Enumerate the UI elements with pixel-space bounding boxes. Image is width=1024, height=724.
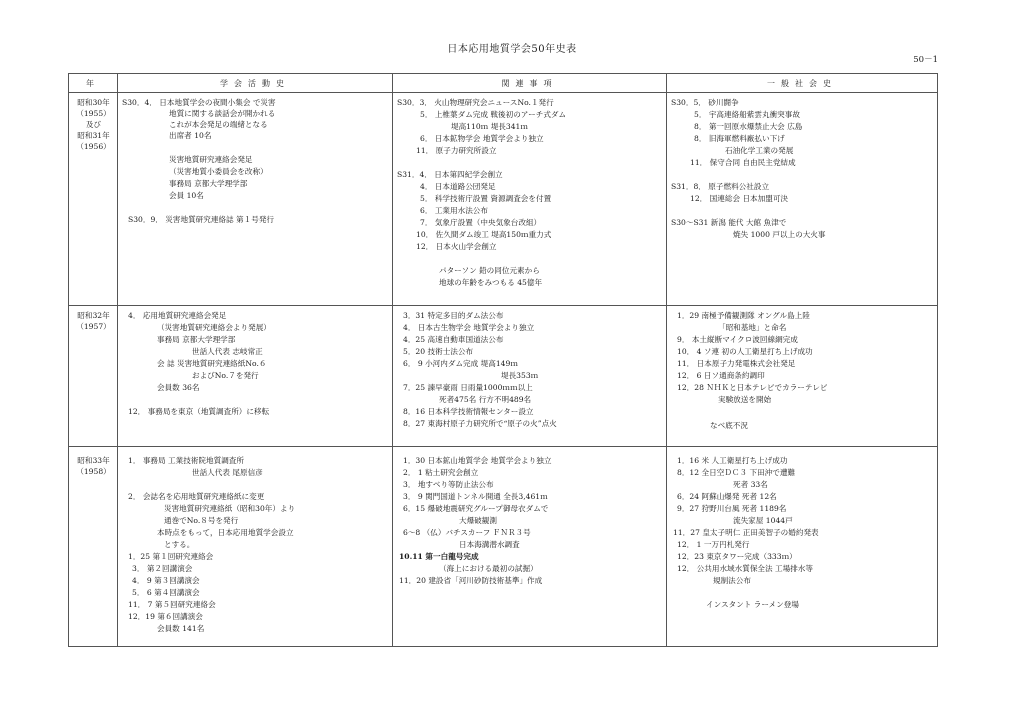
section-row (69, 93, 938, 306)
social-entry: 焼失 1000 戸以上の大火事 (733, 230, 826, 239)
social-entry: 8． 第一回原水爆禁止大会 広島 (694, 122, 803, 131)
society-entry: 事務局 京都大学理学部 (169, 179, 248, 188)
society-entry: 災害地質研究連絡会発足 (169, 155, 253, 164)
related-entry: （海上における最初の試掘） (439, 564, 538, 573)
related-entry: 3． 9 関門国道トンネル開通 全長3,461ｍ (403, 492, 548, 501)
related-entry: 7． 気象庁設置（中央気象台改組） (420, 218, 542, 227)
year-cell (69, 306, 118, 447)
social-entry: 10． 4 ソ連 初の人工衛星打ち上げ成功 (677, 347, 813, 356)
related-entry: 5． 科学技術庁設置 資源調査会を付置 (420, 194, 552, 203)
related-cell (393, 306, 667, 447)
related-entry: 6． 工業用水法公布 (420, 206, 488, 215)
related-entry: 10． 佐久間ダム竣工 堤高150ｍ重力式 (416, 230, 552, 239)
header-year: 年 (69, 74, 118, 93)
year-label: 昭和32年 (77, 311, 110, 320)
related-entry: 4． 日本古生物学会 地質学会より独立 (403, 323, 535, 332)
society-entry: S30．9． 災害地質研究連絡誌 第１号発行 (128, 215, 275, 224)
social-entry: 1．29 南極予備観測隊 オングル島上陸 (677, 311, 810, 320)
year-cell (69, 93, 118, 306)
related-entry: 地球の年齢をみつもる 45億年 (439, 278, 543, 287)
society-entry: 4． 応用地質研究連絡会発足 (128, 311, 227, 320)
society-entry: 出席者 10名 (169, 131, 212, 140)
social-entry: 11． 保守合同 自由民主党結成 (690, 158, 796, 167)
related-entry: S30．3． 火山物理研究会ニュースNo.１発行 (397, 98, 554, 107)
related-entry: 10.11 第一白龍号完成 (399, 552, 479, 561)
society-entry: 3． 第２回講演会 (132, 564, 193, 573)
related-entry: 堤高110ｍ 堤長341ｍ (451, 122, 528, 131)
related-entry: 4．25 高速自動車国道法公布 (403, 335, 504, 344)
society-entry: 通巻でNo.８号を発行 (164, 516, 239, 525)
year-label: 及び (85, 120, 102, 129)
social-entry: 8． 旧海軍燃料廠払い下げ (694, 134, 785, 143)
section-row (69, 306, 938, 447)
header-general-social-history: 一般社会史 (667, 74, 938, 93)
social-entry: 11． 日本原子力発電株式会社発足 (677, 359, 796, 368)
society-entry: これが本会発足の端緒となる (169, 120, 268, 129)
society-entry: 世話人代表 志岐常正 (192, 347, 263, 356)
related-entry: 死者475名 行方不明489名 (439, 395, 532, 404)
society-entry: 12．19 第６回講演会 (128, 612, 203, 621)
society-entry: 会 誌 災害地質研究連絡紙No.６ (157, 359, 267, 368)
related-cell (393, 447, 667, 647)
header-society-activities: 学会活動史 (118, 74, 393, 93)
social-entry: S30～S31 新潟 能代 大館 魚津で (671, 218, 787, 227)
society-entry: （災害地質小委員会を改称） (169, 167, 268, 176)
society-entry: 2． 会誌名を応用地質研究連絡紙に変更 (128, 492, 265, 501)
social-entry: 12．28 ＮＨＫと日本テレビでカラーテレビ (677, 383, 828, 392)
social-entry: 実験放送を開始 (718, 395, 772, 404)
related-entry: 8．27 東海村原子力研究所で“原子の火”点火 (403, 419, 557, 428)
social-entry: なべ底不況 (710, 421, 748, 430)
year-label: 昭和31年 (77, 131, 110, 140)
section-row (69, 447, 938, 647)
related-entry: 12． 日本火山学会創立 (416, 242, 497, 251)
society-entry: 世話人代表 尾原信彦 (192, 468, 263, 477)
social-entry: 死者 33名 (733, 480, 768, 489)
year-label: （1955） (76, 109, 111, 118)
social-cell (667, 306, 938, 447)
society-entry: 会員 10名 (169, 191, 204, 200)
related-entry: 大爆破観測 (459, 516, 497, 525)
society-entry: 本時点をもって，日本応用地質学会設立 (157, 528, 294, 537)
social-cell (667, 447, 938, 647)
social-cell (667, 93, 938, 306)
related-entry: 5． 上椎葉ダム完成 戦後初のアーチ式ダム (420, 110, 567, 119)
related-entry: 6． 9 小河内ダム完成 堤高149ｍ (403, 359, 518, 368)
related-entry: 8．16 日本科学技術情報センター設立 (403, 407, 534, 416)
social-entry: 12．23 東京タワー完成（333ｍ） (677, 552, 797, 561)
social-entry: 12． 1 一万円札発行 (677, 540, 750, 549)
year-label: 昭和30年 (77, 98, 110, 107)
related-entry: 5．20 技術士法公布 (403, 347, 474, 356)
social-entry: 1．16 米 人工衛星打ち上げ成功 (677, 456, 788, 465)
year-label: （1956） (76, 142, 111, 151)
related-entry: 堤長353ｍ (501, 371, 539, 380)
social-entry: 「昭和基地」と命名 (718, 323, 787, 332)
social-entry: 流失家屋 1044戸 (733, 516, 793, 525)
society-entry: 5． 6 第４回講演会 (132, 588, 200, 597)
related-entry: 3．31 特定多目的ダム法公布 (403, 311, 504, 320)
social-entry: 5． 宇高連絡船紫雲丸衝突事故 (694, 110, 800, 119)
related-entry: 6．15 爆破地震研究グループ御母衣ダムで (403, 504, 549, 513)
social-entry: 9． 本土縦断マイクロ波回線網完成 (677, 335, 798, 344)
related-entry: 3． 地すべり等防止法公布 (403, 480, 494, 489)
society-entry: 会員数 36名 (157, 383, 200, 392)
society-entry: 会員数 141名 (157, 624, 205, 633)
society-entry: 地質に関する談話会が開かれる (169, 109, 276, 118)
social-entry: S31．8． 原子燃料公社設立 (671, 182, 770, 191)
header-related-events: 関連事項 (393, 74, 667, 93)
social-entry: 石油化学工業の発展 (725, 146, 794, 155)
society-entry: とする。 (164, 540, 195, 549)
related-entry: 6． 日本鉱物学会 地質学会より独立 (420, 134, 544, 143)
related-cell (393, 93, 667, 306)
society-cell (118, 93, 393, 306)
social-entry: 12． 国連総会 日本加盟可決 (690, 194, 789, 203)
society-entry: 災害地質研究連絡紙（昭和30年）より (164, 504, 296, 513)
social-entry: インスタント ラーメン登場 (706, 600, 799, 609)
social-entry: 12． 公共用水域水質保全法 工場排水等 (677, 564, 813, 573)
society-entry: 1． 事務局 工業技術院地質調査所 (128, 456, 244, 465)
society-entry: 11． 7 第５回研究連絡会 (128, 600, 216, 609)
related-entry: パターソン 鉛の同位元素から (439, 266, 540, 275)
society-entry: （災害地質研究連絡会より発展） (157, 323, 271, 332)
chronology-table (68, 73, 938, 647)
related-entry: S31．4． 日本第四紀学会創立 (397, 170, 503, 179)
year-label: （1957） (76, 322, 111, 331)
document-title: 日本応用地質学会50年史表 (447, 44, 577, 55)
page-number: 50－1 (913, 55, 938, 65)
social-entry: 8．12 全日空ＤＣ３ 下田沖で遭難 (677, 468, 796, 477)
social-entry: 6．24 阿蘇山爆発 死者 12名 (677, 492, 777, 501)
related-entry: 11． 原子力研究所設立 (416, 146, 497, 155)
year-label: （1958） (76, 467, 111, 476)
year-cell (69, 447, 118, 647)
related-entry: 11．20 建設省「河川砂防技術基準」作成 (399, 576, 543, 585)
society-entry: 4． 9 第３回講演会 (132, 576, 200, 585)
society-entry: 事務局 京都大学理学部 (157, 335, 236, 344)
social-entry: 11．27 皇太子明仁 正田美智子の婚約発表 (673, 528, 819, 537)
social-entry: 12． 6 日ソ通商条約調印 (677, 371, 765, 380)
society-entry: S30．4． 日本地質学会の夜間小集会 で災害 (122, 98, 276, 107)
related-entry: 4． 日本道路公団発足 (420, 182, 496, 191)
header-row (69, 74, 938, 93)
social-entry: 9．27 狩野川台風 死者 1189名 (677, 504, 787, 513)
society-entry: およびNo.７を発行 (192, 371, 259, 380)
society-entry: 12． 事務局を東京（地質調査所）に移転 (128, 407, 270, 416)
related-entry: 1．30 日本鉱山地質学会 地質学会より独立 (403, 456, 552, 465)
social-entry: 規制法公布 (713, 576, 751, 585)
related-entry: 2． 1 粘土研究会創立 (403, 468, 479, 477)
social-entry: S30．5． 砂川闘争 (671, 98, 739, 107)
related-entry: 7．25 諫早豪雨 日雨量1000ｍｍ以上 (403, 383, 533, 392)
year-label: 昭和33年 (77, 456, 110, 465)
society-cell (118, 447, 393, 647)
related-entry: 日本海溝潜水調査 (459, 540, 520, 549)
related-entry: 6～8 （仏）バチスカーフ ＦＮＲ３号 (403, 528, 531, 537)
society-entry: 1．25 第１回研究連絡会 (128, 552, 214, 561)
society-cell (118, 306, 393, 447)
